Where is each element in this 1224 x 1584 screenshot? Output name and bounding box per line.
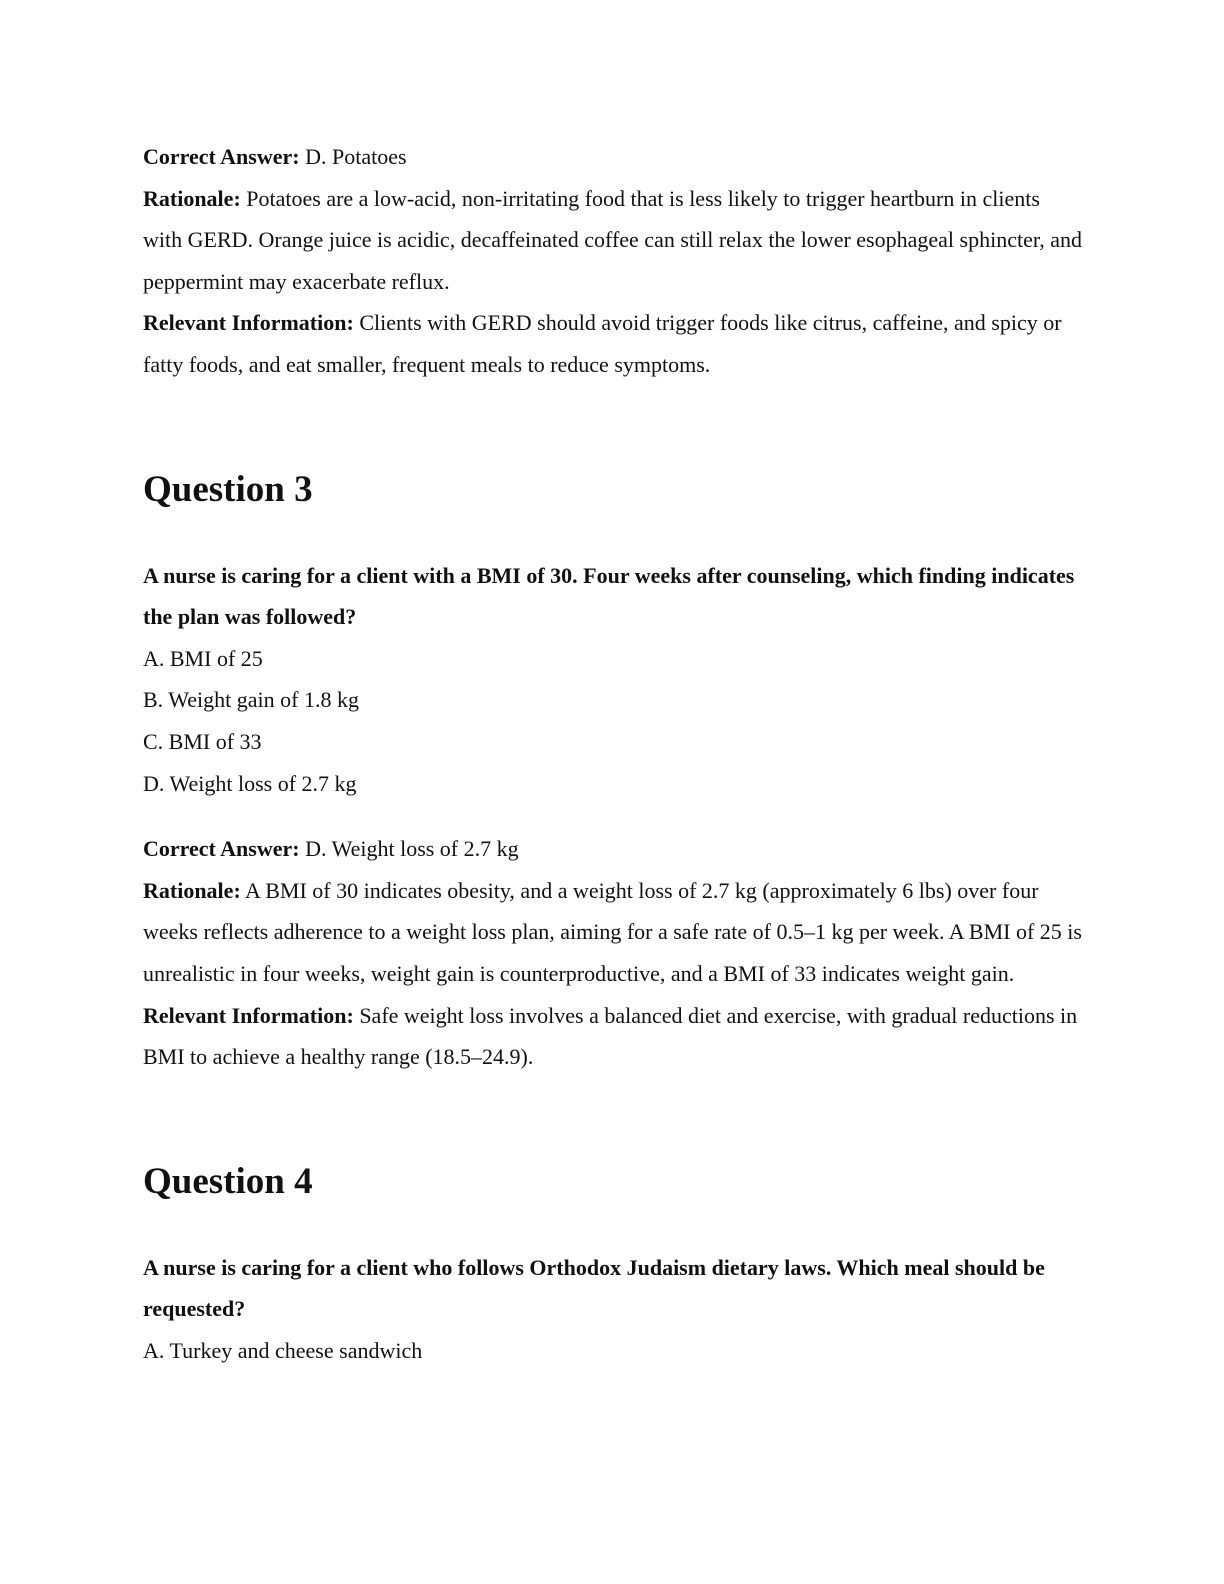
rationale-label: Rationale: <box>143 877 241 903</box>
option-a: A. Turkey and cheese sandwich <box>143 1337 423 1363</box>
question-3-heading: Question 3 <box>143 468 313 510</box>
rationale-text: A BMI of 30 indicates obesity, and a weight loss of 2.7 kg (approximately 6 lbs) over four weeks reflects adherence to a weight loss plan, aiming for a safe rate of 0.5–1 kg per week. A BMI of 25 is unrealistic in four weeks, weight gain is counterproductive, and a BMI of 33 indicates weight gain. <box>143 877 1082 986</box>
rationale <box>143 178 1083 303</box>
document-page <box>143 136 1083 1371</box>
relevant-info-text: Safe weight loss involves a balanced diet and exercise, with gradual reductions in BMI to achieve a healthy range (18.5–24.9). <box>143 1002 1078 1070</box>
correct-answer-text: D. Weight loss of 2.7 kg <box>299 836 519 862</box>
correct-answer <box>143 828 1083 870</box>
relevant-info-label: Relevant Information: <box>143 1002 354 1028</box>
option-c: C. BMI of 33 <box>143 728 262 754</box>
q3-answer-block <box>143 828 1083 1078</box>
correct-answer-text: D. Potatoes <box>299 144 407 169</box>
relevant-info-label: Relevant Information: <box>143 310 354 336</box>
question-4-options <box>143 1330 1083 1372</box>
rationale-label: Rationale: <box>143 185 241 211</box>
question-3-section <box>143 468 1083 1078</box>
q2-answer-block <box>143 136 1083 386</box>
question-4-stem: A nurse is caring for a client who follows Orthodox Judaism dietary laws. Which meal should be requested? <box>143 1254 1045 1322</box>
relevant-info <box>143 995 1083 1078</box>
rationale <box>143 870 1083 995</box>
rationale-text: Potatoes are a low-acid, non-irritating food that is less likely to trigger heartburn in clients with GERD. Orange juice is acidic, decaffeinated coffee can still relax the lower esophageal sphincter, and peppermint may exacerbate reflux. <box>143 185 1083 294</box>
option-d: D. Weight loss of 2.7 kg <box>143 770 357 796</box>
question-3-stem: A nurse is caring for a client with a BMI of 30. Four weeks after counseling, which finding indicates the plan was followed? <box>143 562 1075 630</box>
relevant-info-text: Clients with GERD should avoid trigger foods like citrus, caffeine, and spicy or fatty foods, and eat smaller, frequent meals to reduce symptoms. <box>143 310 1062 377</box>
question-3-options <box>143 638 1083 804</box>
option-b: B. Weight gain of 1.8 kg <box>143 687 359 713</box>
relevant-info <box>143 302 1083 385</box>
question-4-section <box>143 1160 1083 1372</box>
question-4-heading: Question 4 <box>143 1160 313 1202</box>
option-a: A. BMI of 25 <box>143 645 263 671</box>
correct-answer-label: Correct Answer: <box>143 836 300 862</box>
correct-answer <box>143 136 1083 178</box>
correct-answer-label: Correct Answer: <box>143 144 300 169</box>
